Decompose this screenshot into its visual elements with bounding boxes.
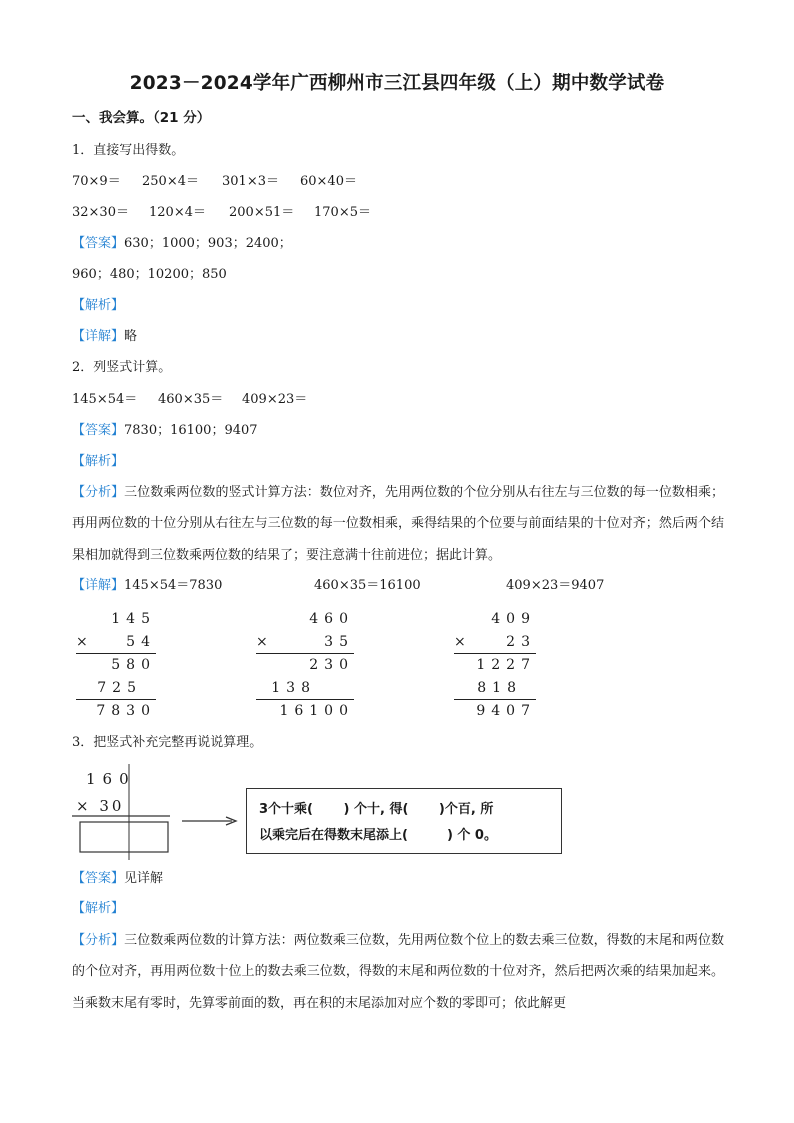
calc-partial-1: 1227 [476,657,536,673]
detail-tag: 【详解】 [72,578,125,593]
q2-answer [72,422,258,440]
calc-top: 460 [309,611,354,627]
detail-text: 略 [124,329,138,344]
box-line-1: 3个十乘( ) 个十, 得( )个百, 所 [259,802,494,817]
detail-tag: 【详解】 [72,329,125,344]
calc-result: 9407 [476,703,536,719]
blank-box [80,822,168,852]
q1-answer [72,235,292,253]
q1-item: 170×5＝ [314,205,371,220]
q3-stem: 3．把竖式补充完整再说说算理。 [72,735,263,750]
analysis-text: 三位数乘两位数的计算方法：两位数乘三位数，先用两位数个位上的数去乘三位数，得数的末尾和两位数的个位对齐，再用两位数十位上的数去乘三位数，得数的末尾和两位数的十位对齐，然后把两次乘的结果加起来。当乘数末尾有零时，先算零前面的数，再在积的末尾添加对应个数的零即可；依此解更 [72,933,724,1011]
calc-multiplier: × 54 [76,631,156,654]
detail-eq: 145×54＝7830 [124,578,223,593]
q2-item: 409×23＝ [242,392,308,407]
q1-item: 60×40＝ [300,174,357,189]
vertical-calc-1 [76,608,156,723]
jiexi-tag: 【解析】 [72,454,125,469]
answer-text: 见详解 [124,871,164,886]
answer-tag: 【答案】 [72,871,125,886]
q2-item: 145×54＝ [72,392,138,407]
answer-tag: 【答案】 [72,236,125,251]
calc-partial-2: 818 [477,679,522,696]
analysis-text: 三位数乘两位数的竖式计算方法：数位对齐，先用两位数的个位分别从右往左与三位数的每一位数相乘；再用两位数的十位分别从右往左与三位数的每一位数相乘，乘得结果的个位要与前面结果的十位对齐；然后两个结果相加就得到三位数乘两位数的结果了；要注意满十往前进位；据此计算。 [72,485,724,563]
q2-stem: 2．列竖式计算。 [72,360,172,375]
calc-top: 409 [491,611,536,627]
answer-text: 630；1000；903；2400； [124,236,292,251]
times-sign: × [454,633,466,650]
q1-detail [72,328,137,346]
detail-eq: 460×35＝16100 [314,578,421,593]
section-heading: 一、我会算。（21 分） [72,110,211,126]
q2-analysis [72,477,724,571]
vertical-calc-2 [256,608,354,723]
q1-row1 [72,173,357,191]
times-sign: × [76,633,88,650]
calc-top: 145 [111,611,156,627]
q1-answer-line2: 960；480；10200；850 [72,267,227,282]
q1-stem: 1．直接写出得数。 [72,143,185,158]
calc-partial-1: 580 [111,657,156,673]
times-sign: × [256,633,268,650]
jiexi-tag: 【解析】 [72,298,125,313]
calc-multiplier: × 23 [454,631,536,654]
calc-result: 7830 [96,703,156,719]
calc-partial-2: 725 [97,679,142,696]
arrow-icon [180,815,240,827]
q1-item: 32×30＝ [72,205,129,220]
q1-item: 70×9＝ [72,174,121,189]
jiexi-tag: 【解析】 [72,901,125,916]
q3-top-number: 160 [86,770,136,788]
calc-multiplier: × 35 [256,631,354,654]
q2-row [72,391,307,409]
q2-detail [72,577,604,595]
box-line-2: 以乘完后在得数末尾添上( ) 个 0。 [259,828,497,843]
answer-text: 7830；16100；9407 [124,423,258,438]
q1-item: 250×4＝ [142,174,199,189]
q3-explanation-box [246,788,562,854]
page-title: 2023－2024学年广西柳州市三江县四年级（上）期中数学试卷 [129,73,665,94]
calc-partial-1: 230 [309,657,354,673]
detail-eq: 409×23＝9407 [506,578,605,593]
calc-result: 16100 [279,703,354,719]
q3-multiplier: × 30 [76,797,125,815]
q3-analysis [72,925,724,1019]
calc-partial-2: 138 [271,679,316,696]
q1-item: 120×4＝ [149,205,206,220]
analysis-tag: 【分析】 [72,933,125,948]
vertical-calc-3 [454,608,536,723]
q3-answer [72,870,163,888]
q2-item: 460×35＝ [158,392,224,407]
q1-row2 [72,204,371,222]
q1-item: 301×3＝ [222,174,279,189]
analysis-tag: 【分析】 [72,485,125,500]
answer-tag: 【答案】 [72,423,125,438]
q1-item: 200×51＝ [229,205,295,220]
